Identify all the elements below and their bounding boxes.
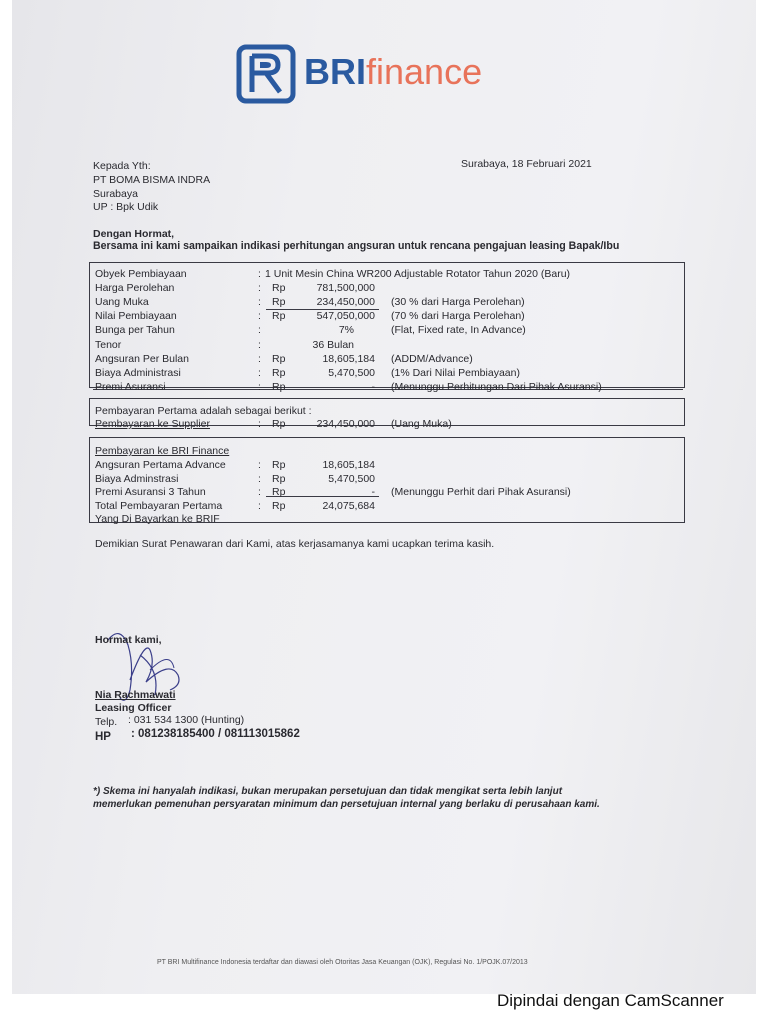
row-separator: : [258,282,261,295]
row-currency: Rp [272,352,286,365]
footer-regulation: PT BRI Multifinance Indonesia terdaftar dan diawasi oleh Otoritas Jasa Keuangan (OJK), Regulasi No. 1/POJK.07/2013 [157,959,528,966]
row-separator: : [258,324,261,337]
brand-finance: finance [366,51,483,92]
row-currency: Rp [272,310,286,323]
row-label: Angsuran Pertama Advance [95,459,226,471]
recipient-company: PT BOMA BISMA INDRA [93,174,211,186]
hp-label: HP [95,731,111,743]
row-value: 547,050,000 [316,310,375,323]
row-value: 234,450,000 [316,296,375,309]
row-value: 781,500,000 [316,282,375,295]
disclaimer-line-2: memerlukan pemenuhan persyaratan minimum dan persetujuan internal yang berlaku di perusahaan kami. [93,799,600,810]
row-value: 36 Bulan [312,338,354,351]
row-separator: : [258,459,261,471]
row-value: - [371,486,375,498]
row-currency: Rp [272,499,286,512]
row-value: 18,605,184 [322,459,375,471]
row-note: (ADDM/Advance) [391,352,473,365]
row-currency: Rp [272,459,286,471]
recipient-city: Surabaya [93,188,138,200]
row-label: Obyek Pembiayaan [95,268,187,280]
row-value: 5,470,500 [328,472,375,485]
intro-text: Bersama ini kami sampaikan indikasi perhitungan angsuran untuk rencana pengajuan leasing Bapak/Ibu [93,240,620,252]
row-separator: : [258,296,261,309]
row-label: Premi Asuransi [95,380,166,393]
hp-number: : 081238185400 / 081113015862 [131,728,300,740]
row-separator: : [258,380,261,393]
brifinance-logo [236,44,526,104]
row-currency: Rp [272,296,286,309]
row-label: Nilai Pembiayaan [95,310,177,323]
row-currency: Rp [272,486,286,498]
row-separator: : [258,499,261,512]
row-value: 5,470,500 [328,366,375,379]
row-label: Harga Perolehan [95,282,175,295]
row-currency: Rp [272,472,286,485]
signer-name: Nia Rachmawati [95,689,176,701]
closing-text: Demikian Surat Penawaran dari Kami, atas kerjasamanya kami ucapkan terima kasih. [95,538,495,550]
row-label: Premi Asuransi 3 Tahun [95,486,206,498]
bri-logo-mark-icon [236,44,296,104]
row-note: (Menunggu Perhit dari Pihak Asuransi) [391,486,571,498]
row-value: 7% [338,324,354,337]
greeting: Dengan Hormat, [93,228,175,240]
row-label: Biaya Administrasi [95,366,181,379]
row-separator: : [258,338,261,351]
row-value: - [371,380,375,393]
row-note: (70 % dari Harga Perolehan) [391,310,525,323]
row-value: 24,075,684 [322,499,375,512]
row-value: 18,605,184 [322,352,375,365]
row-separator: : [258,366,261,379]
disclaimer-line-1: *) Skema ini hanyalah indikasi, bukan merupakan persetujuan dan tidak mengikat serta lebih lanjut [93,786,563,797]
row-note: (30 % dari Harga Perolehan) [391,296,525,309]
row-label: Total Pembayaran Pertama [95,499,223,512]
row-note: (1% Dari Nilai Pembiayaan) [391,366,520,379]
row-separator: : [258,310,261,323]
row-label: Bunga per Tahun [95,324,175,337]
row-label: Uang Muka [95,296,149,309]
row-currency: Rp [272,380,286,393]
row-separator: : [258,268,261,280]
recipient-attn: UP : Bpk Udik [93,201,159,213]
regards: Hormat kami, [95,634,162,646]
row-label: Angsuran Per Bulan [95,352,189,365]
signer-title: Leasing Officer [95,702,172,714]
row-label: Biaya Adminstrasi [95,472,179,485]
row-note: (Menunggu Perhitungan Dari Pihak Asuransi) [391,380,602,393]
recipient-to-label: Kepada Yth: [93,160,151,172]
letter-date: Surabaya, 18 Februari 2021 [461,158,592,170]
row-value: 1 Unit Mesin China WR200 Adjustable Rotator Tahun 2020 (Baru) [265,268,571,280]
row-currency: Rp [272,282,286,295]
row-currency: Rp [272,366,286,379]
row-label: Tenor [95,338,122,351]
row-note: (Flat, Fixed rate, In Advance) [391,324,526,337]
row-separator: : [258,352,261,365]
camscanner-watermark: Dipindai dengan CamScanner [497,991,724,1010]
brand-bri: BRI [304,51,366,92]
row-separator: : [258,486,261,498]
telp-number: : 031 534 1300 (Hunting) [128,714,245,726]
brand-wordmark [304,50,482,94]
row-separator: : [258,472,261,485]
telp-label: Telp. [95,716,118,728]
